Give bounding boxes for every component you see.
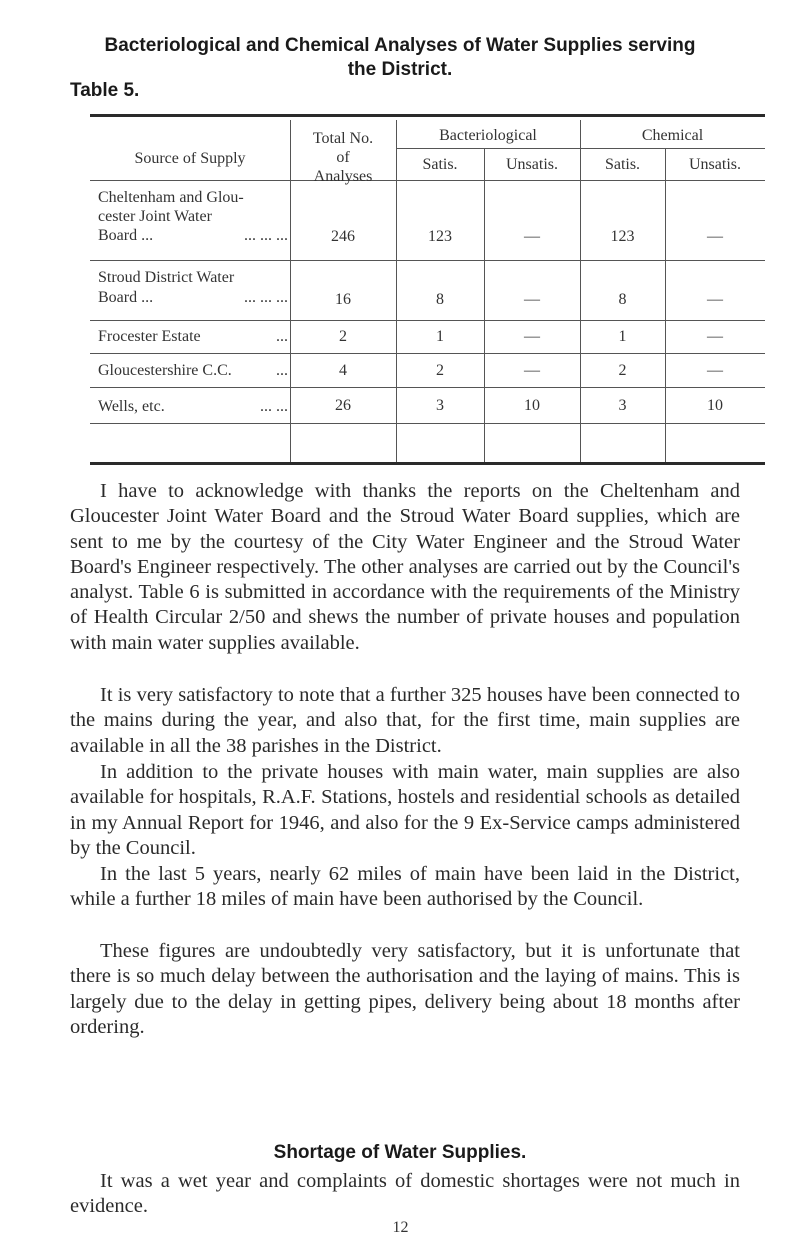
bact-unsatis-value: — — [524, 328, 540, 345]
row-separator — [90, 260, 765, 261]
leader-dots: ... ... ... — [244, 289, 288, 306]
header-bact-unsatis: Unsatis. — [506, 156, 558, 173]
chem-satis-value: 3 — [618, 397, 627, 414]
source-cell-text: Wells, etc. — [98, 398, 165, 415]
row-separator — [90, 423, 765, 424]
header-chem-satis: Satis. — [604, 156, 641, 173]
document-title-line-1: Bacteriological and Chemical Analyses of Water Supplies serving — [104, 35, 696, 56]
chem-unsatis-value: 10 — [707, 397, 723, 414]
header-source-of-supply: Source of Supply — [134, 150, 246, 167]
header-sub-rule — [396, 148, 765, 149]
table-label: Table 5. — [70, 80, 140, 101]
body-paragraph: In the last 5 years, nearly 62 miles of main have been laid in the District, while a further 18 miles of main have been authorised by the Council. — [70, 863, 740, 911]
document-title-line-2: the District. — [347, 59, 453, 80]
source-cell-line — [98, 288, 288, 307]
header-bact-satis: Satis. — [422, 156, 458, 173]
leader-dots: ... — [276, 362, 288, 379]
total-analyses-value: 246 — [331, 228, 355, 245]
total-analyses-value: 26 — [335, 397, 351, 414]
total-analyses-value: 4 — [339, 362, 347, 379]
header-chemical: Chemical — [641, 127, 704, 144]
source-cell-text: Frocester Estate — [98, 328, 201, 345]
table-top-rule — [90, 114, 765, 117]
chem-satis-value: 8 — [618, 291, 627, 308]
row-separator — [90, 387, 765, 388]
source-cell-text: Gloucestershire C.C. — [98, 362, 232, 379]
source-cell-line — [98, 397, 288, 416]
header-chem-unsatis: Unsatis. — [689, 156, 741, 173]
bact-satis-value: 3 — [436, 397, 444, 414]
chem-satis-value: 2 — [618, 362, 627, 379]
source-cell-text: Board ... — [98, 289, 154, 306]
body-paragraph: These figures are undoubtedly very satisfactory, but it is unfortunate that there is so much delay between the authorisation and the laying of mains. This is largely due to the delay in getting pipes, delivery being about 18 months after ordering. — [70, 940, 740, 1038]
row-separator — [90, 320, 765, 321]
bact-unsatis-value: 10 — [524, 397, 540, 414]
chem-satis-value: 123 — [610, 228, 635, 245]
bact-satis-value: 8 — [436, 291, 444, 308]
source-cell-line: Stroud District Water — [98, 269, 235, 286]
chem-unsatis-value: — — [707, 228, 723, 245]
body-paragraph: I have to acknowledge with thanks the reports on the Cheltenham and Gloucester Joint Water Board and the Stroud Water Board supplies, which are sent to me by the courtesy of the City Water Engineer and the Stroud Water Board's Engineer respectively. The other analyses are carried out by the Council's analyst. Table 6 is submitted in accordance with the requirements of the Ministry of Health Circular 2/50 and shews the number of private houses and population with main water supplies available. — [70, 480, 740, 654]
body-paragraph: In addition to the private houses with main water, main supplies are also available for hospitals, R.A.F. Stations, hostels and residential schools as detailed in my Annual Report for 1946, and also for the 9 Ex-Service camps administered by the Council. — [70, 761, 740, 859]
leader-dots: ... ... ... — [244, 227, 288, 244]
leader-dots: ... — [276, 328, 288, 345]
header-bacteriological: Bacteriological — [439, 127, 537, 144]
page-number: 12 — [392, 1219, 409, 1236]
bact-unsatis-value: — — [524, 291, 540, 308]
source-cell-text: Board ... — [98, 227, 154, 244]
bact-unsatis-value: — — [524, 362, 540, 379]
table-bottom-rule — [90, 462, 765, 465]
chem-satis-value: 1 — [618, 328, 627, 345]
total-analyses-value: 16 — [335, 291, 351, 308]
header-bottom-rule — [90, 180, 765, 181]
chem-unsatis-value: — — [707, 362, 723, 379]
source-cell-line — [98, 327, 288, 346]
source-cell-line: cester Joint Water — [98, 208, 212, 225]
section-heading: Shortage of Water Supplies. — [273, 1142, 527, 1163]
bact-satis-value: 1 — [436, 328, 444, 345]
header-total-line-3: Analyses — [313, 168, 373, 185]
source-cell-line: Cheltenham and Glou- — [98, 189, 244, 206]
source-cell-line — [98, 226, 288, 245]
body-paragraph: It was a wet year and complaints of domestic shortages were not much in evidence. — [70, 1170, 740, 1218]
header-total-line-2: of — [336, 149, 350, 166]
bact-unsatis-value: — — [524, 228, 540, 245]
body-paragraph: It is very satisfactory to note that a further 325 houses have been connected to the mains during the year, and also that, for the first time, main supplies are available in all the 38 parishes in the District. — [70, 684, 740, 757]
header-total-line-1: Total No. — [312, 130, 374, 147]
chem-unsatis-value: — — [707, 328, 723, 345]
leader-dots: ... ... — [260, 398, 288, 415]
bact-satis-value: 123 — [428, 228, 452, 245]
chem-unsatis-value: — — [707, 291, 723, 308]
bact-satis-value: 2 — [436, 362, 444, 379]
row-separator — [90, 353, 765, 354]
source-cell-line — [98, 361, 288, 380]
total-analyses-value: 2 — [339, 328, 347, 345]
